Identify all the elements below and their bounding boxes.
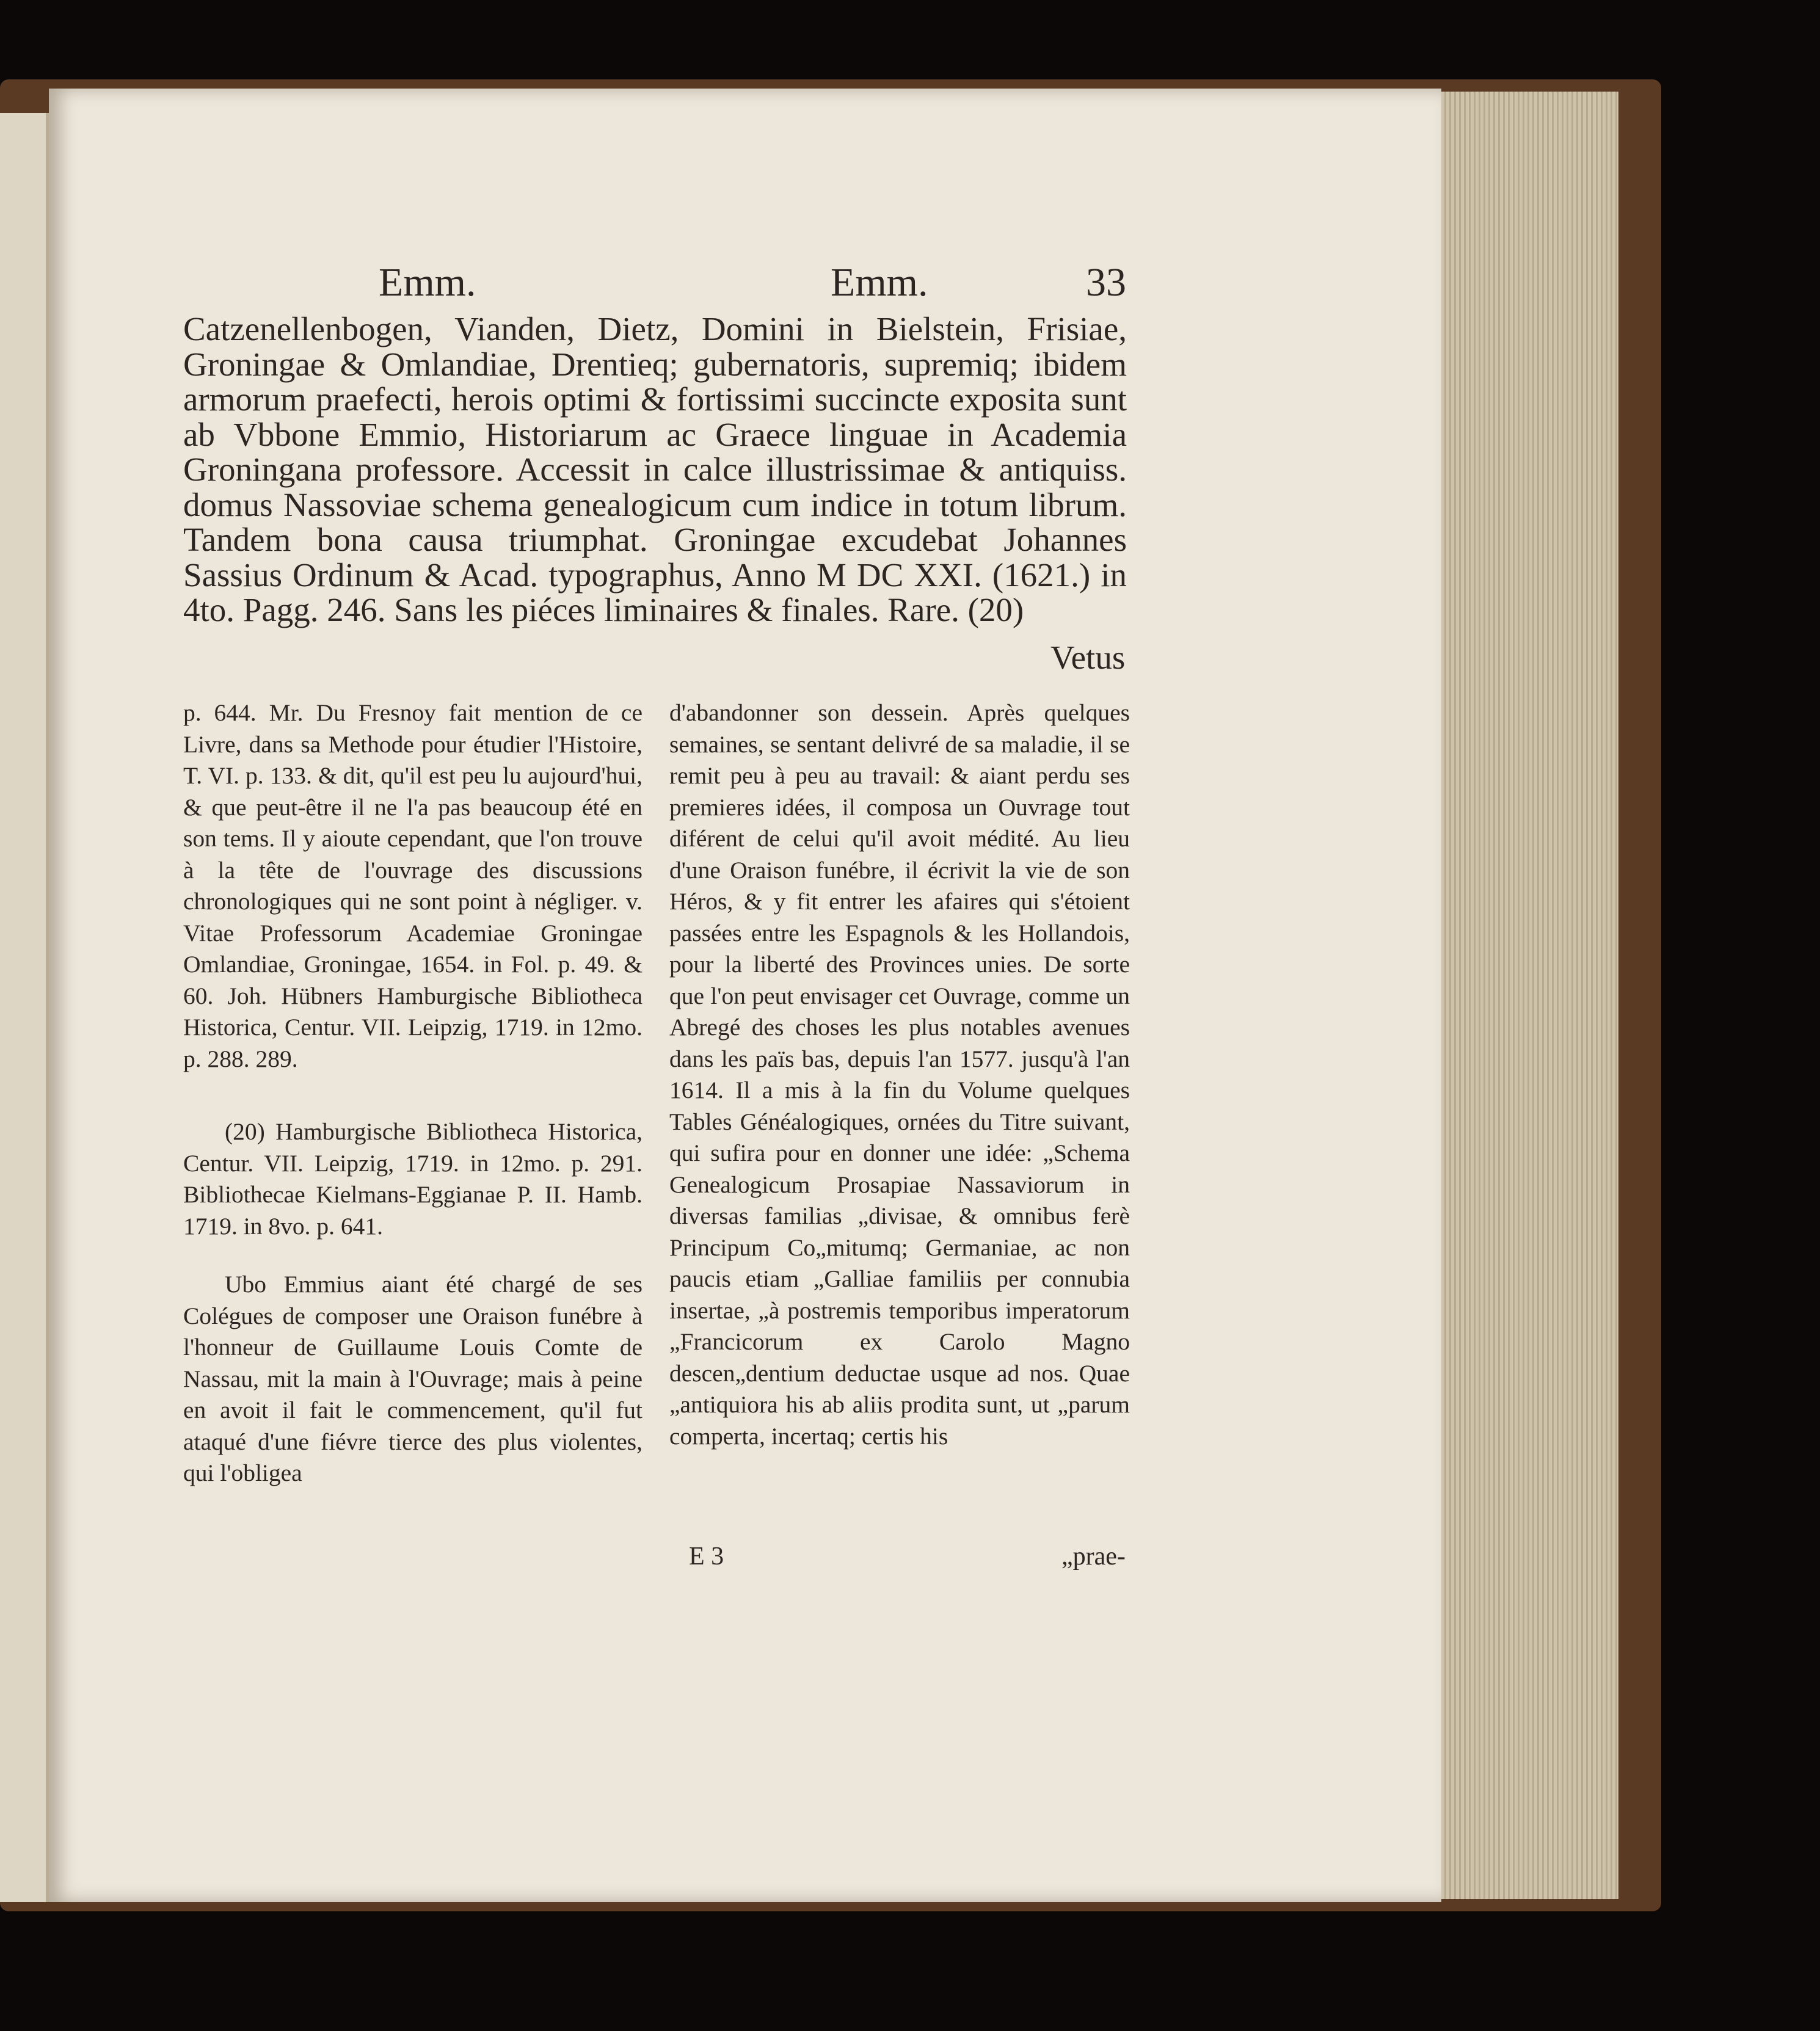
page-number: 33: [1086, 260, 1126, 305]
main-paragraph-text: Catzenellenbogen, Vianden, Dietz, Domini in Bielstein, Frisiae, Groningae & Omlandiae, Drentieq; gubernatoris, supremiq; ibidem armorum praefecti, herois optimi & fortissimi succincte exposita sunt ab Vbbone Emmio, Historiarum ac Graece linguae in Academia Groningana professore. Accessit in calce illustrissimae & antiquiss. domus Nassoviae schema genealogicum cum indice in totum librum. Tandem bona causa triumphat. Groningae excudebat Johannes Sassius Ordinum & Acad. typographus, Anno M DC XXI. (1621.) in 4to. Pagg. 246. Sans les piéces liminaires & finales. Rare. (20): [183, 310, 1127, 628]
running-head-center: Emm.: [831, 260, 928, 305]
right-column: [669, 697, 1130, 1452]
catchword: Vetus: [1050, 639, 1126, 676]
running-head-left: Emm.: [379, 260, 476, 305]
footer-catchword: „prae-: [1061, 1542, 1126, 1571]
footnote-20: (20) Hamburgische Bibliotheca Historica, Centur. VII. Leipzig, 1719. in 12mo. p. 291. Bibliothecae Kielmans-Eggianae P. II. Hamb. 1719. in 8vo. p. 641.: [183, 1118, 642, 1240]
commentary-continued: d'abandonner son dessein. Après quelques semaines, se sentant delivré de sa maladie, il se remit peu à peu au travail: & aiant perdu ses premieres idées, il composa un Ouvrage tout diférent de celui qu'il avoit médité. Au lieu d'une Oraison funébre, il écrivit la vie de son Héros, & y fit entrer les afaires qui s'étoient passées entre les Espagnols & les Hollandois, pour la liberté des Provinces unies. De sorte que l'on peut envisager cet Ouvrage, comme un Abregé des choses les plus notables avenues dans les païs bas, depuis l'an 1577. jusqu'à l'an 1614. Il a mis à la fin du Volume quelques Tables Généalogiques, ornées du Titre suivant, qui sufira pour en donner une idée: „Schema Genealogicum Prosapiae Nassaviorum in diversas familias „divisae, & omnibus ferè Principum Co„mitumq; Germaniae, ac non paucis etiam „Galliae familiis per connubia insertae, „à postremis temporibus imperatorum „Francicorum ex Carolo Magno descen„dentium deductae usque ad nos. Quae „antiquiora his ab aliis prodita sunt, ut „parum comperta, incertaq; certis his: [669, 699, 1130, 1450]
footnote-continued: p. 644. Mr. Du Fresnoy fait mention de ce Livre, dans sa Methode pour étudier l'Histoire, T. VI. p. 133. & dit, qu'il est peu lu aujourd'hui, & que peut-être il ne l'a pas beaucoup été en son tems. Il y aioute cependant, que l'on trouve à la tête de l'ouvrage des discussions chronologiques qui ne sont point à négliger. v. Vitae Professorum Academiae Groningae Omlandiae, Groningae, 1654. in Fol. p. 49. & 60. Joh. Hübners Hamburgische Bibliotheca Historica, Centur. VII. Leipzig, 1719. in 12mo. p. 288. 289.: [183, 699, 642, 1072]
left-page-edge: [0, 113, 49, 1902]
left-column: [183, 697, 642, 1489]
signature-mark: E 3: [689, 1542, 724, 1571]
main-paragraph: [183, 311, 1127, 628]
page-edges: [1441, 92, 1618, 1899]
commentary-paragraph: Ubo Emmius aiant été chargé de ses Colégues de composer une Oraison funébre à l'honneur de Guillaume Louis Comte de Nassau, mit la main à l'Ouvrage; mais à peine en avoit il fait le commencement, qu'il fut ataqué d'une fiévre tierce des plus violentes, qui l'obligea: [183, 1271, 642, 1486]
